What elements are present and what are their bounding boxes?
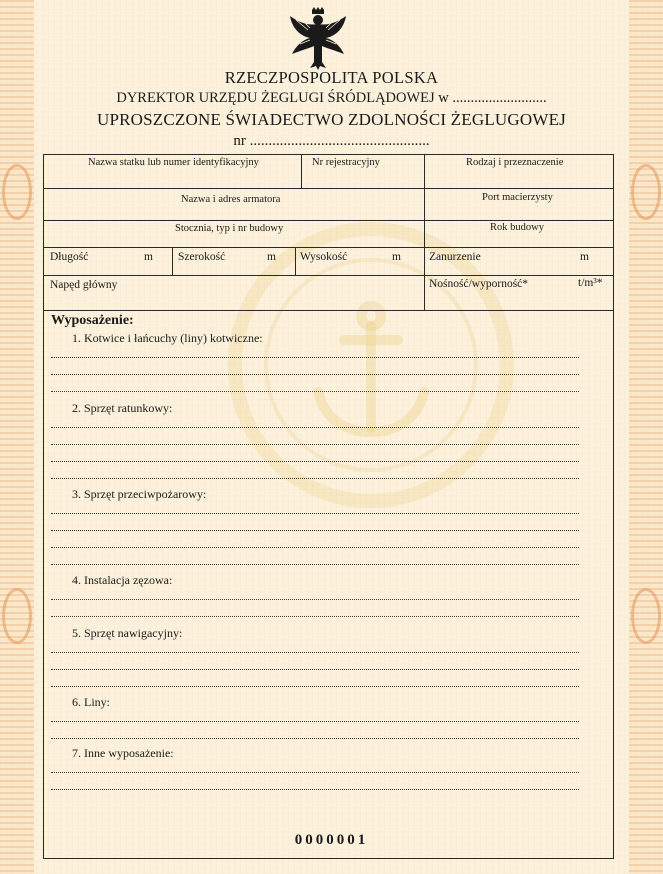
table-column-divider — [424, 155, 425, 310]
fill-in-dotted-line — [51, 513, 579, 514]
fill-in-dotted-line — [51, 599, 579, 600]
fill-in-dotted-line — [51, 478, 579, 479]
fill-in-dotted-line — [51, 357, 579, 358]
fill-in-dotted-line — [51, 461, 579, 462]
equipment-item-bilge: 4. Instalacja zęzowa: — [72, 573, 173, 587]
equipment-item-lifesaving: 2. Sprzęt ratunkowy: — [72, 401, 173, 415]
serial-number: 0000001 — [294, 832, 369, 848]
fill-in-dotted-line — [51, 686, 579, 687]
fill-in-dotted-line — [51, 427, 579, 428]
table-row-divider — [44, 220, 613, 221]
build-year-label: Rok budowy — [490, 222, 544, 233]
document-title: UPROSZCZONE ŚWIADECTWO ZDOLNOŚCI ŻEGLUGOWEJ — [97, 110, 566, 129]
certificate-number-line: nr ................................................ — [233, 133, 430, 149]
left-ornamental-border — [0, 0, 34, 874]
fill-in-dotted-line — [51, 564, 579, 565]
eagle-emblem-icon — [286, 6, 350, 72]
height-unit: m — [392, 251, 401, 263]
fill-in-dotted-line — [51, 721, 579, 722]
draught-label: Zanurzenie — [429, 251, 481, 263]
type-purpose-label: Rodzaj i przeznaczenie — [466, 157, 564, 168]
table-row-divider — [44, 310, 613, 311]
country-heading: RZECZPOSPOLITA POLSKA — [224, 68, 439, 87]
fill-in-dotted-line — [51, 374, 579, 375]
width-unit: m — [267, 251, 276, 263]
fill-in-dotted-line — [51, 789, 579, 790]
fill-in-dotted-line — [51, 772, 579, 773]
fill-in-dotted-line — [51, 616, 579, 617]
table-column-divider — [301, 155, 302, 188]
equipment-item-anchors: 1. Kotwice i łańcuchy (liny) kotwiczne: — [72, 331, 263, 345]
table-row-divider — [44, 275, 613, 276]
length-label: Długość — [50, 251, 89, 263]
owner-label: Nazwa i adres armatora — [181, 194, 281, 205]
fill-in-dotted-line — [51, 738, 579, 739]
table-column-divider — [172, 247, 173, 275]
right-ornamental-border — [629, 0, 663, 874]
table-row-divider — [44, 247, 613, 248]
capacity-unit: t/m³* — [578, 277, 603, 289]
home-port-label: Port macierzysty — [482, 192, 553, 203]
fill-in-dotted-line — [51, 669, 579, 670]
ship-name-label: Nazwa statku lub numer identyfikacyjny — [88, 157, 259, 168]
equipment-item-other: 7. Inne wyposażenie: — [72, 746, 174, 760]
shipyard-label: Stocznia, typ i nr budowy — [175, 223, 284, 234]
fill-in-dotted-line — [51, 530, 579, 531]
issuer-line: DYREKTOR URZĘDU ŻEGLUGI ŚRÓDLĄDOWEJ w .......................... — [116, 90, 547, 106]
table-row-divider — [44, 188, 613, 189]
fill-in-dotted-line — [51, 444, 579, 445]
fill-in-dotted-line — [51, 391, 579, 392]
equipment-item-navigation: 5. Sprzęt nawigacyjny: — [72, 626, 183, 640]
rope-knot-ornament — [631, 164, 661, 220]
rope-knot-ornament — [2, 588, 32, 644]
rope-knot-ornament — [631, 588, 661, 644]
draught-unit: m — [580, 251, 589, 263]
length-unit: m — [144, 251, 153, 263]
equipment-heading: Wyposażenie: — [51, 313, 134, 328]
equipment-item-firefighting: 3. Sprzęt przeciwpożarowy: — [72, 487, 207, 501]
width-label: Szerokość — [178, 251, 226, 263]
equipment-item-ropes: 6. Liny: — [72, 695, 110, 709]
propulsion-label: Napęd główny — [50, 279, 118, 291]
fill-in-dotted-line — [51, 652, 579, 653]
height-label: Wysokość — [300, 251, 348, 263]
registration-number-label: Nr rejestracyjny — [312, 157, 380, 168]
rope-knot-ornament — [2, 164, 32, 220]
table-column-divider — [295, 247, 296, 275]
capacity-label: Nośność/wyporność* — [429, 278, 529, 290]
fill-in-dotted-line — [51, 547, 579, 548]
